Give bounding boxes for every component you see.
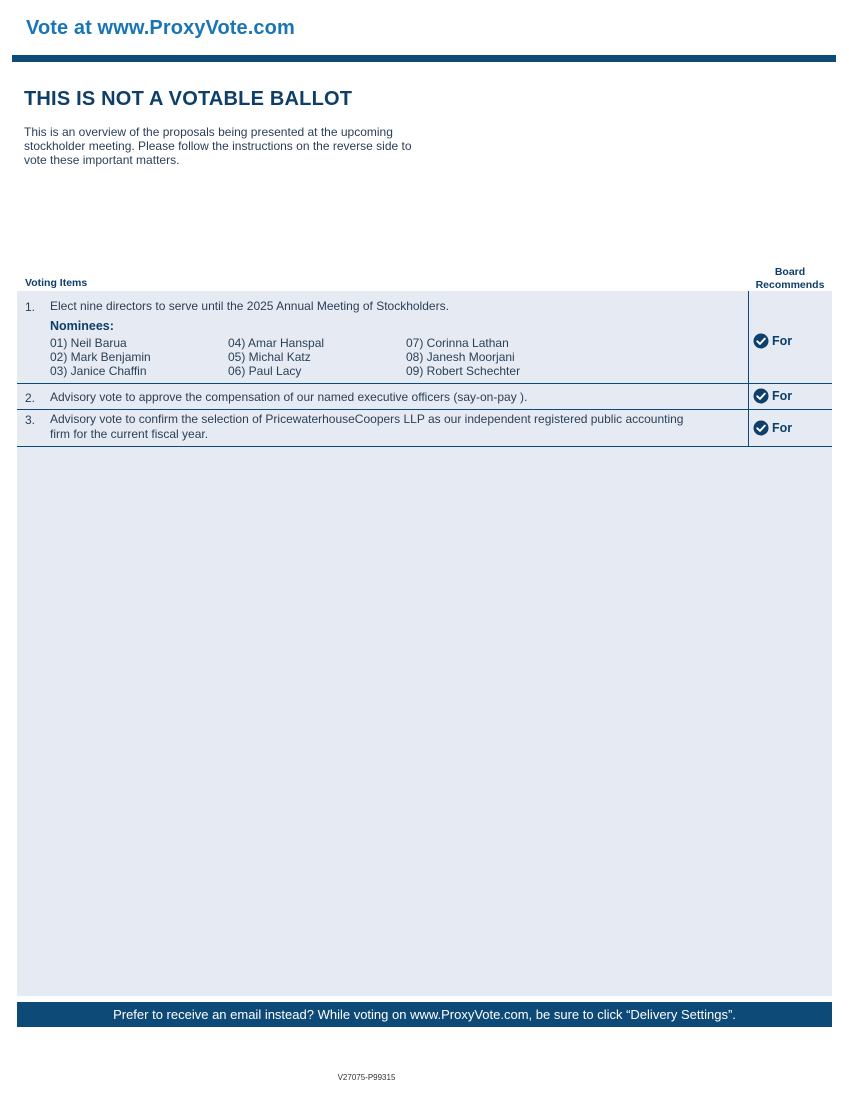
header-divider <box>12 55 836 62</box>
check-circle-icon <box>753 388 769 404</box>
email-delivery-banner: Prefer to receive an email instead? While voting on www.ProxyVote.com, be sure to click “Delivery Settings”. <box>17 1002 832 1027</box>
check-circle-icon <box>753 333 769 349</box>
item-text: Advisory vote to approve the compensation of our named executive officers (say-on-pay ). <box>50 390 528 404</box>
nominee: 07) Corinna Lathan <box>406 336 509 350</box>
row-divider <box>17 383 832 384</box>
item-text-line2: firm for the current fiscal year. <box>50 427 209 441</box>
nominee: 03) Janice Chaffin <box>50 364 147 378</box>
proxyvote-header-link[interactable]: Vote at www.ProxyVote.com <box>26 17 295 39</box>
nominee: 02) Mark Benjamin <box>50 350 151 364</box>
recommendation-label: For <box>772 389 793 403</box>
item-number: 1. <box>25 300 36 314</box>
row-divider <box>17 446 832 447</box>
nominees-label: Nominees: <box>50 319 114 333</box>
nominee: 01) Neil Barua <box>50 336 127 350</box>
document-code: V27075-P99315 <box>337 1073 396 1082</box>
check-circle-icon <box>753 420 769 436</box>
board-recommendation <box>753 420 792 436</box>
board-header-line2: Recommends <box>755 279 825 291</box>
voting-items-header: Voting Items <box>25 277 88 289</box>
page-title: THIS IS NOT A VOTABLE BALLOT <box>24 88 353 110</box>
board-header-line1: Board <box>774 266 806 278</box>
board-recommendation <box>753 388 792 404</box>
board-recommends-header <box>748 266 832 292</box>
item-text: Elect nine directors to serve until the 2025 Annual Meeting of Stockholders. <box>50 299 449 313</box>
item-number: 2. <box>25 391 36 405</box>
recommendation-label: For <box>772 334 793 348</box>
recommendation-label: For <box>772 421 793 435</box>
item-text-line1: Advisory vote to confirm the selection of PricewaterhouseCoopers LLP as our independent registered public accounting <box>50 412 684 426</box>
nominee: 08) Janesh Moorjani <box>406 350 515 364</box>
intro-text: This is an overview of the proposals being presented at the upcoming stockholder meeting. Please follow the instructions on the reverse side to vote these important matters. <box>24 125 412 167</box>
nominee: 04) Amar Hanspal <box>228 336 325 350</box>
nominee: 05) Michal Katz <box>228 350 311 364</box>
board-recommendation <box>753 333 792 349</box>
item-number: 3. <box>25 413 36 427</box>
row-divider <box>17 409 832 410</box>
recommendation-column-divider <box>748 291 749 446</box>
nominee: 06) Paul Lacy <box>228 364 302 378</box>
nominee: 09) Robert Schechter <box>406 364 521 378</box>
